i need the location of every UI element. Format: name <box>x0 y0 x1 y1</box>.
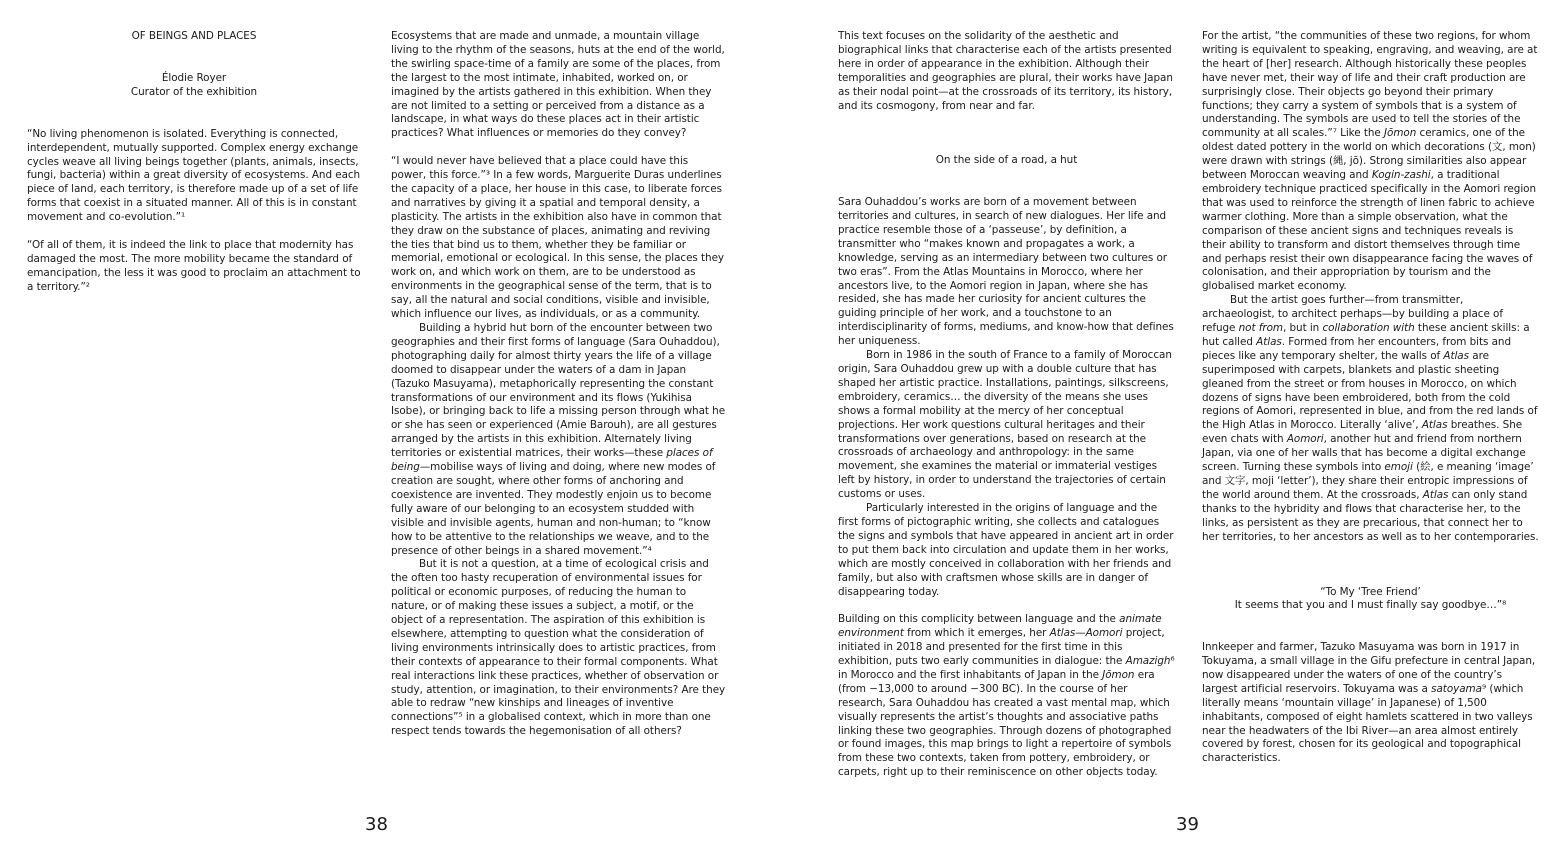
author-role: Curator of the exhibition <box>130 85 258 98</box>
right-page <box>783 0 1565 851</box>
section-heading-line-2: It seems that you and I must finally say goodbye…”⁸ <box>1234 599 1507 612</box>
epigraph-quote-2: “Of all of them, it is indeed the link to place that modernity has damaged the most. The more mobility became the standard of emancipation, the less it was good to proclaim an attachment to a territory.”² <box>27 238 361 293</box>
right-column-1 <box>838 30 1175 780</box>
paragraph: Ecosystems that are made and unmade, a mountain village living to the rhythm of the seasons, huts at the end of the world, the swirling space-time of a family are some of the places, from the largest to the most intimate, inhabited, worked on, or imagined by the artists gathered in this exhibition. When they are not limited to a setting or perceived from a distance as a landscape, in what ways do these places act in their artistic practices? What influences or memories do they convey? <box>391 30 725 140</box>
left-column-intro <box>27 30 361 295</box>
right-column-2 <box>1202 30 1539 766</box>
paragraph: For the artist, “the communities of these two regions, for whom writing is equivalent to speaking, engraving, and weaving, are at the heart of [her] research. Although historically these peoples have never met, their way of life and their craft production are surprisingly close. Their objects go beyond their primary functions; they carry a system of symbols that is a system of understanding. The symbols are used to tell the stories of the community at all scales.”⁷ Like the Jōmon ceramics, one of the oldest dated pottery in the world on which decorations (文, mon) were drawn with strings (縄, jō). Strong similarities also appear between Moroccan weaving and Kogin-zashi, a traditional embroidery technique practiced specifically in the Aomori region that was used to reinforce the strength of linen fabric to achieve warmer clothing. More than a simple observation, what the comparison of these ancient signs and techniques reveals is their ability to transform and distort themselves through time and perhaps resist their own disappearance facing the waves of colonisation, and their appropriation by tourism and the globalised market economy. <box>1202 30 1538 293</box>
paragraph: Building a hybrid hut born of the encounter between two geographies and their first forms of language (Sara Ouhaddou), photographing daily for almost thirty years the life of a village doomed to disappear under the waters of a dam in Japan (Tazuko Masuyama), metaphorically representing the constant transformations of our environment and its flows (Yukihisa Isobe), or bringing back to life a missing person through what he or she has seen or experienced (Amie Barouh), are all gestures arranged by the artists in this exhibition. Alternately living territories or existential matrices, their works—these places of being—mobilise ways of living and doing, where new modes of creation are sought, where other forms of anchoring and coexistence are invented. They modestly enjoin us to become fully aware of our belonging to an ecosystem studded with visible and invisible agents, human and non-human; to “know how to be attentive to the relationships we weave, and to the presence of other beings in a shared movement.”⁴ <box>391 322 726 557</box>
paragraph: Particularly interested in the origins of language and the first forms of pictographic writing, she collects and catalogues the signs and symbols that have appeared in ancient art in order to put them back into circulation and update them in her works, which are mostly conceived in collaboration with her friends and family, but also with craftsmen whose skills are in danger of disappearing today. <box>838 502 1174 598</box>
paragraph: Innkeeper and farmer, Tazuko Masuyama was born in 1917 in Tokuyama, a small village in the Gifu prefecture in central Japan, now disappeared under the waters of one of the country’s largest artificial reservoirs. Tokuyama was a satoyama⁹ (which literally means ‘mountain village’ in Japanese) of 1,500 inhabitants, composed of eight hamlets scattered in two valleys near the headwaters of the Ibi River—an area almost entirely covered by forest, chosen for its geological and topographical characteristics. <box>1202 641 1536 765</box>
paragraph: “I would never have believed that a place could have this power, this force.”³ In a few words, Marguerite Duras underlines the capacity of a place, her house in this case, to liberate forces and narratives by giving it a spatial and temporal density, a plasticity. The artists in the exhibition also have in common that they draw on the substance of places, animating and reviving the ties that bind us to them, whether they be familiar or memorial, emotional or ecological. In this sense, the places they work on, and which work on them, are to be understood as environments in the geographical sense of the term, that is to say, all the natural and social conditions, visible and invisible, which influence our lives, as individuals, or as a community. <box>391 155 725 321</box>
section-heading: On the side of a road, a hut <box>935 154 1078 167</box>
paragraph: Born in 1986 in the south of France to a family of Moroccan origin, Sara Ouhaddou grew up with a double culture that has shaped her artistic practice. Installations, paintings, silkscreens, embroidery, ceramics… the diversity of the means she uses shows a formal mobility at the mercy of her conceptual projections. Her work questions cultural heritages and their transformations over generations, based on research at the crossroads of archaeology and anthropology: in the same movement, she examines the material or immaterial vestiges left by history, in order to understand the trajectories of certain customs or uses. <box>838 349 1172 501</box>
page-number: 38 <box>365 814 388 835</box>
paragraph: This text focuses on the solidarity of the aesthetic and biographical links that characterise each of the artists presented here in order of appearance in the exhibition. Although their temporalities and geographies are plural, their works have Japan as their nodal point—at the crossroads of its territory, its history, and its cosmogony, from near and far. <box>838 30 1173 112</box>
epigraph-quote-1: “No living phenomenon is isolated. Everything is connected, interdependent, mutually supported. Complex energy exchange cycles weave all living beings together (plants, animals, insects, fungi, bacteria) within a great diversity of ecosystems. And each piece of land, each territory, is therefore made up of a set of life forms that coexist in a situated manner. All of this is in constant movement and co-evolution.”¹ <box>27 127 361 224</box>
paragraph: But the artist goes further—from transmitter, archaeologist, to architect perhaps—by building a place of refuge not from, but in collaboration with these ancient skills: a hut called Atlas. Formed from her encounters, from bits and pieces like any temporary shelter, the walls of Atlas are superimposed with carpets, blankets and plastic sheeting gleaned from the street or from houses in Morocco, on which dozens of signs have been embroidered, both from the cold regions of Aomori, represented in blue, and from the red lands of the High Atlas in Morocco. Literally ‘alive’, Atlas breathes. She even chats with Aomori, another hut and friend from northern Japan, via one of her walls that has become a digital exchange screen. Turning these symbols into emoji (絵, e meaning ‘image’ and 文字, moji ‘letter’), they share their entropic impressions of the world around them. At the crossroads, Atlas can only stand thanks to the hybridity and flows that characterise her, to the links, as persistent as they are precarious, that connect her to her territories, to her ancestors as well as to her contemporaries. <box>1202 294 1539 543</box>
section-heading-line-1: “To My ‘Tree Friend’ <box>1320 585 1421 598</box>
paragraph: But it is not a question, at a time of ecological crisis and the often too hasty recuperation of environmental issues for political or economic purposes, of reducing the human to nature, or of making these issues a subject, a motif, or the object of a representation. The aspiration of this exhibition is elsewhere, attempting to question what the consideration of living environments intrinsically does to artistic practices, from their contexts of appearance to their formal components. What real interactions link these practices, whether of observation or study, attention, or imagination, to their environments? Are they able to redraw “new kinships and lineages of inventive connections”⁵ in a globalised context, which in more than one respect tends towards the hegemonisation of all others? <box>391 558 726 738</box>
paragraph: Building on this complicity between language and the animate environment from which it emerges, her Atlas—Aomori project, initiated in 2018 and presented for the first time in this exhibition, puts two early communities in dialogue: the Amazigh⁶ in Morocco and the first inhabitants of Japan in the Jōmon era (from −13,000 to around −300 BC). In the course of her research, Sara Ouhaddou has created a vast mental map, which visually represents the artist’s thoughts and associative paths linking these two geographies. Through dozens of photographed or found images, this map brings to light a repertoire of symbols from these two contexts, taken from pottery, embroidery, or carpets, right up to their reminiscence on other objects today. <box>838 613 1175 779</box>
essay-title: OF BEINGS AND PLACES <box>131 30 257 42</box>
left-column-main <box>391 30 726 739</box>
left-page <box>0 0 782 851</box>
author-name: Élodie Royer <box>161 71 227 84</box>
paragraph: Sara Ouhaddou’s works are born of a movement between territories and cultures, in search of new dialogues. Her life and practice resemble those of a ‘passeuse’, by definition, a transmitter who “makes known and propagates a work, a knowledge, serving as an intermediary between two cultures or two eras”. From the Atlas Mountains in Morocco, where her ancestors live, to the Aomori region in Japan, where she has resided, she has made her curiosity for ancient cultures the guiding principle of her work, and a touchstone to an interdisciplinarity of forms, mediums, and know-how that defines her uniqueness. <box>838 196 1174 348</box>
page-number: 39 <box>1176 814 1199 835</box>
